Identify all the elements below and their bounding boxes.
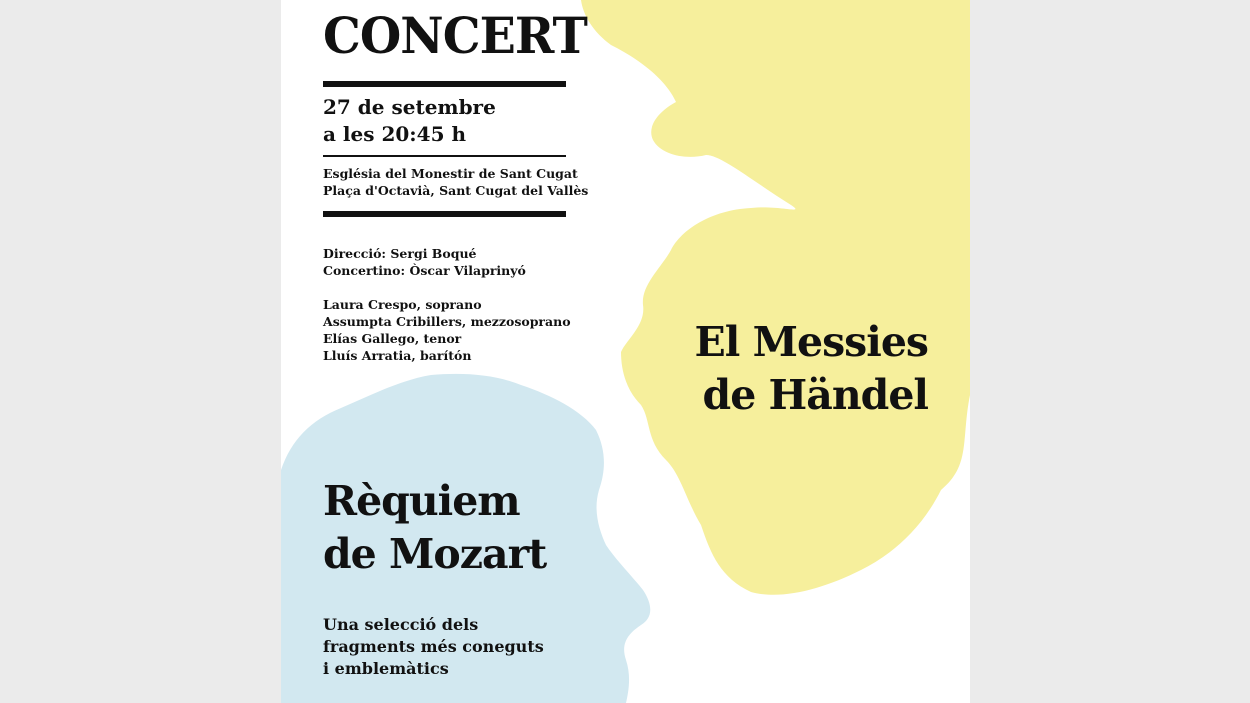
concertino-credit: Concertino: Òscar Vilaprinyó xyxy=(323,263,526,278)
work-title-line: de Mozart xyxy=(323,530,547,578)
concert-poster xyxy=(281,0,970,703)
soloist-item: Laura Crespo, soprano xyxy=(323,297,482,312)
event-date xyxy=(323,94,496,148)
venue-name: Església del Monestir de Sant Cugat xyxy=(323,166,578,181)
description-line: Una selecció dels xyxy=(323,615,479,634)
date-line: 27 de setembre xyxy=(323,95,496,119)
soloist-item: Lluís Arratia, barítón xyxy=(323,348,472,363)
divider-thin xyxy=(323,155,566,157)
work-title-line: El Messies xyxy=(694,318,928,366)
program-description xyxy=(323,614,544,680)
poster-title: CONCERT xyxy=(323,6,587,65)
soloist-item: Assumpta Cribillers, mezzosoprano xyxy=(323,314,571,329)
description-line: fragments més coneguts xyxy=(323,637,544,656)
event-venue xyxy=(323,165,588,199)
work-title-handel xyxy=(695,316,928,422)
divider-top xyxy=(323,81,566,87)
work-title-mozart xyxy=(323,475,546,581)
soloist-item: Elías Gallego, tenor xyxy=(323,331,462,346)
performer-credits xyxy=(323,245,571,364)
venue-address: Plaça d'Octavià, Sant Cugat del Vallès xyxy=(323,183,589,198)
handel-silhouette xyxy=(581,0,970,595)
work-title-line: de Händel xyxy=(702,371,928,419)
direction-credit: Direcció: Sergi Boqué xyxy=(323,246,477,261)
description-line: i emblemàtics xyxy=(323,659,449,678)
work-title-line: Rèquiem xyxy=(323,477,520,525)
divider-middle xyxy=(323,211,566,217)
time-line: a les 20:45 h xyxy=(323,122,467,146)
